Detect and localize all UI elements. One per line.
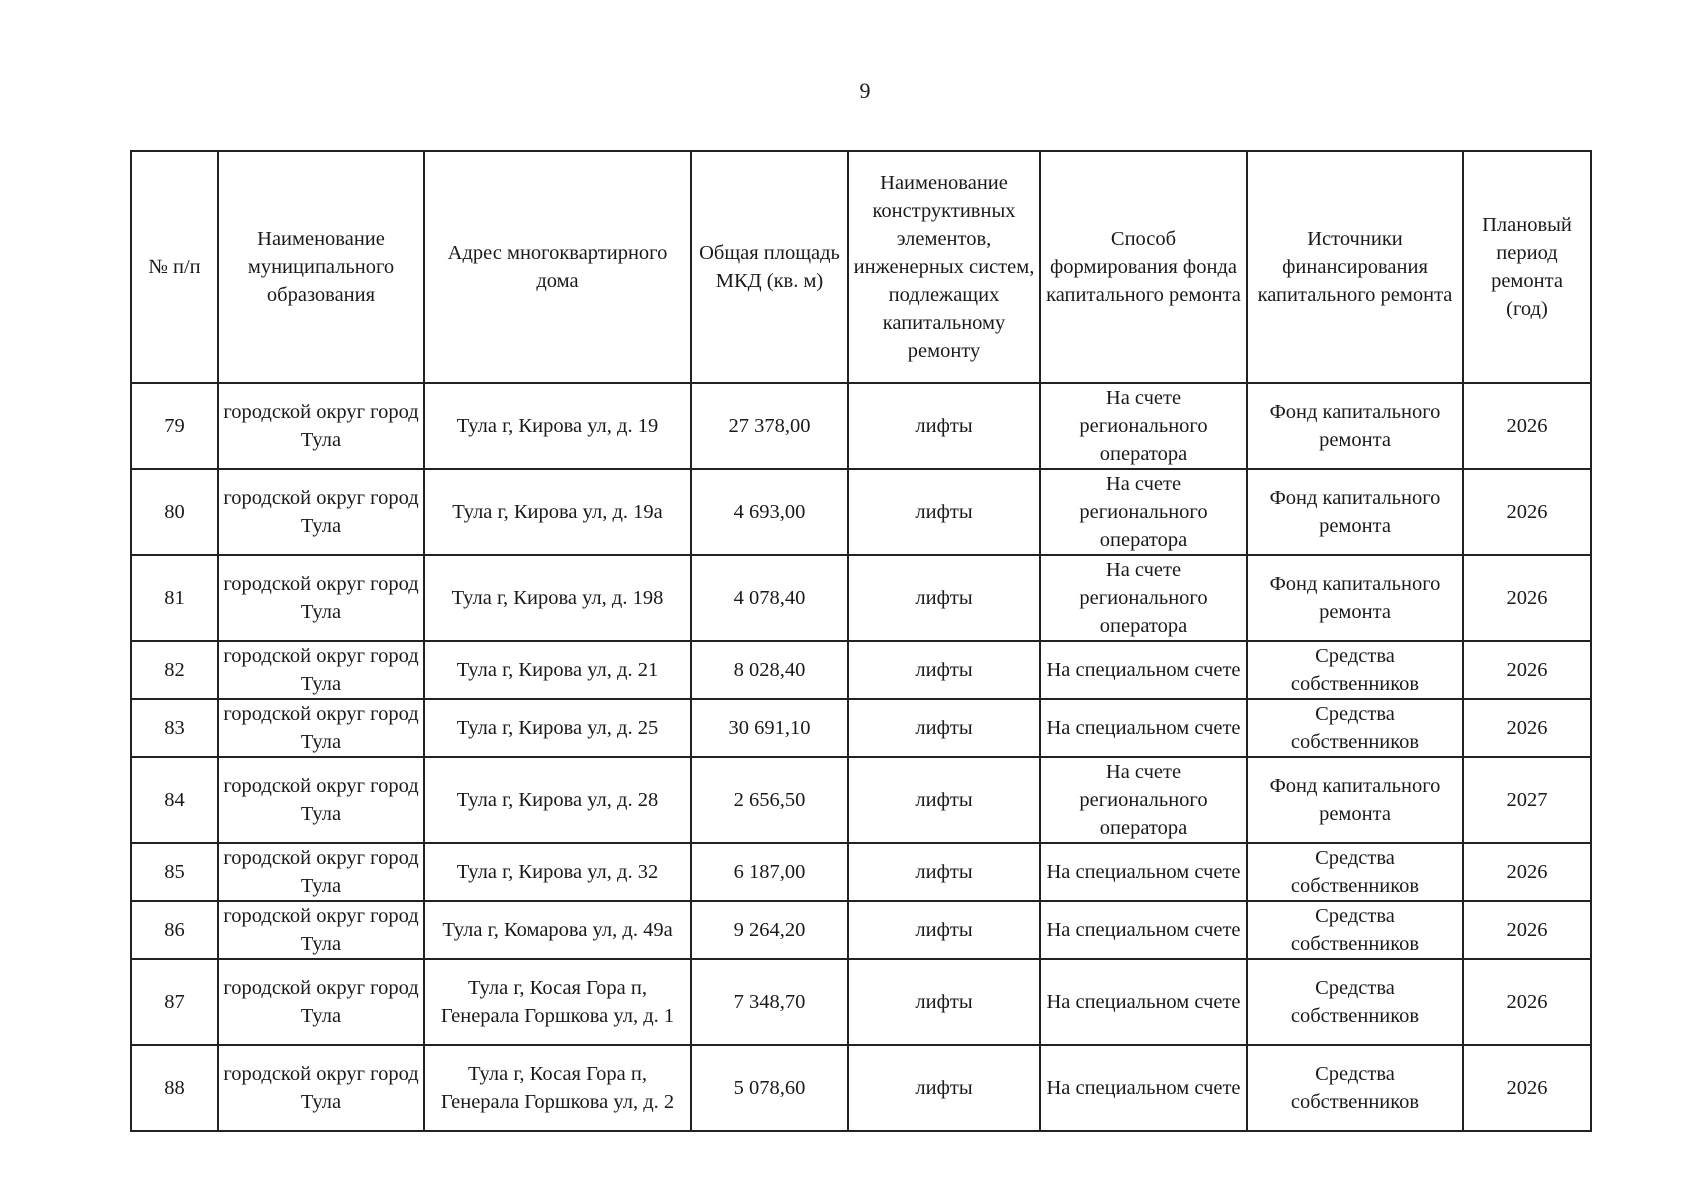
table-header-row xyxy=(131,151,1591,383)
cell-area: 8 028,40 xyxy=(691,641,848,699)
cell-area: 5 078,60 xyxy=(691,1045,848,1131)
cell-element: лифты xyxy=(848,555,1040,641)
table-row xyxy=(131,757,1591,843)
table-row xyxy=(131,1045,1591,1131)
repair-register-table xyxy=(130,150,1592,1132)
cell-num: 86 xyxy=(131,901,218,959)
cell-element: лифты xyxy=(848,699,1040,757)
cell-area: 6 187,00 xyxy=(691,843,848,901)
cell-area: 4 078,40 xyxy=(691,555,848,641)
table-row xyxy=(131,901,1591,959)
header-year: Плановый период ремонта (год) xyxy=(1463,151,1591,383)
table-row xyxy=(131,843,1591,901)
cell-municipality: городской округ город Тула xyxy=(218,757,424,843)
cell-source: Средства собственников xyxy=(1247,901,1463,959)
cell-num: 85 xyxy=(131,843,218,901)
table-row xyxy=(131,959,1591,1045)
cell-year: 2026 xyxy=(1463,843,1591,901)
cell-element: лифты xyxy=(848,469,1040,555)
cell-method: На специальном счете xyxy=(1040,641,1247,699)
cell-source: Фонд капитального ремонта xyxy=(1247,383,1463,469)
cell-method: На специальном счете xyxy=(1040,901,1247,959)
header-municipality: Наименование муниципального образования xyxy=(218,151,424,383)
cell-municipality: городской округ город Тула xyxy=(218,1045,424,1131)
cell-method: На специальном счете xyxy=(1040,1045,1247,1131)
cell-municipality: городской округ город Тула xyxy=(218,843,424,901)
cell-method: На счете регионального оператора xyxy=(1040,469,1247,555)
header-area: Общая площадь МКД (кв. м) xyxy=(691,151,848,383)
cell-num: 82 xyxy=(131,641,218,699)
cell-num: 87 xyxy=(131,959,218,1045)
cell-source: Средства собственников xyxy=(1247,1045,1463,1131)
cell-element: лифты xyxy=(848,383,1040,469)
cell-area: 30 691,10 xyxy=(691,699,848,757)
cell-year: 2027 xyxy=(1463,757,1591,843)
header-address: Адрес многоквартирного дома xyxy=(424,151,691,383)
cell-address: Тула г, Кирова ул, д. 25 xyxy=(424,699,691,757)
cell-year: 2026 xyxy=(1463,383,1591,469)
cell-method: На специальном счете xyxy=(1040,843,1247,901)
cell-element: лифты xyxy=(848,843,1040,901)
cell-municipality: городской округ город Тула xyxy=(218,901,424,959)
cell-element: лифты xyxy=(848,959,1040,1045)
cell-address: Тула г, Комарова ул, д. 49а xyxy=(424,901,691,959)
cell-year: 2026 xyxy=(1463,959,1591,1045)
cell-method: На специальном счете xyxy=(1040,959,1247,1045)
cell-source: Фонд капитального ремонта xyxy=(1247,469,1463,555)
cell-year: 2026 xyxy=(1463,641,1591,699)
cell-source: Фонд капитального ремонта xyxy=(1247,555,1463,641)
cell-element: лифты xyxy=(848,641,1040,699)
cell-year: 2026 xyxy=(1463,901,1591,959)
cell-num: 83 xyxy=(131,699,218,757)
table-row xyxy=(131,469,1591,555)
cell-num: 81 xyxy=(131,555,218,641)
cell-source: Фонд капитального ремонта xyxy=(1247,757,1463,843)
cell-element: лифты xyxy=(848,901,1040,959)
cell-address: Тула г, Косая Гора п, Генерала Горшкова ул, д. 1 xyxy=(424,959,691,1045)
cell-area: 7 348,70 xyxy=(691,959,848,1045)
cell-address: Тула г, Косая Гора п, Генерала Горшкова ул, д. 2 xyxy=(424,1045,691,1131)
cell-address: Тула г, Кирова ул, д. 19а xyxy=(424,469,691,555)
cell-municipality: городской округ город Тула xyxy=(218,555,424,641)
cell-source: Средства собственников xyxy=(1247,641,1463,699)
cell-method: На счете регионального оператора xyxy=(1040,757,1247,843)
cell-element: лифты xyxy=(848,757,1040,843)
table-row xyxy=(131,641,1591,699)
cell-area: 4 693,00 xyxy=(691,469,848,555)
cell-municipality: городской округ город Тула xyxy=(218,641,424,699)
cell-element: лифты xyxy=(848,1045,1040,1131)
cell-area: 27 378,00 xyxy=(691,383,848,469)
header-element: Наименование конструктивных элементов, инженерных систем, подлежащих капитальному ремонту xyxy=(848,151,1040,383)
cell-year: 2026 xyxy=(1463,1045,1591,1131)
cell-year: 2026 xyxy=(1463,469,1591,555)
header-source: Источники финансирования капитального ремонта xyxy=(1247,151,1463,383)
cell-address: Тула г, Кирова ул, д. 198 xyxy=(424,555,691,641)
cell-municipality: городской округ город Тула xyxy=(218,469,424,555)
cell-num: 79 xyxy=(131,383,218,469)
cell-num: 88 xyxy=(131,1045,218,1131)
cell-municipality: городской округ город Тула xyxy=(218,959,424,1045)
cell-municipality: городской округ город Тула xyxy=(218,699,424,757)
table-row xyxy=(131,699,1591,757)
cell-municipality: городской округ город Тула xyxy=(218,383,424,469)
cell-num: 84 xyxy=(131,757,218,843)
table-row xyxy=(131,555,1591,641)
cell-year: 2026 xyxy=(1463,699,1591,757)
header-num: № п/п xyxy=(131,151,218,383)
cell-year: 2026 xyxy=(1463,555,1591,641)
cell-area: 2 656,50 xyxy=(691,757,848,843)
cell-method: На счете регионального оператора xyxy=(1040,383,1247,469)
cell-method: На специальном счете xyxy=(1040,699,1247,757)
cell-source: Средства собственников xyxy=(1247,959,1463,1045)
header-method: Способ формирования фонда капитального ремонта xyxy=(1040,151,1247,383)
cell-method: На счете регионального оператора xyxy=(1040,555,1247,641)
cell-address: Тула г, Кирова ул, д. 32 xyxy=(424,843,691,901)
page-number: 9 xyxy=(859,78,871,103)
cell-source: Средства собственников xyxy=(1247,699,1463,757)
cell-source: Средства собственников xyxy=(1247,843,1463,901)
cell-area: 9 264,20 xyxy=(691,901,848,959)
table-row xyxy=(131,383,1591,469)
cell-address: Тула г, Кирова ул, д. 28 xyxy=(424,757,691,843)
cell-address: Тула г, Кирова ул, д. 21 xyxy=(424,641,691,699)
cell-address: Тула г, Кирова ул, д. 19 xyxy=(424,383,691,469)
cell-num: 80 xyxy=(131,469,218,555)
